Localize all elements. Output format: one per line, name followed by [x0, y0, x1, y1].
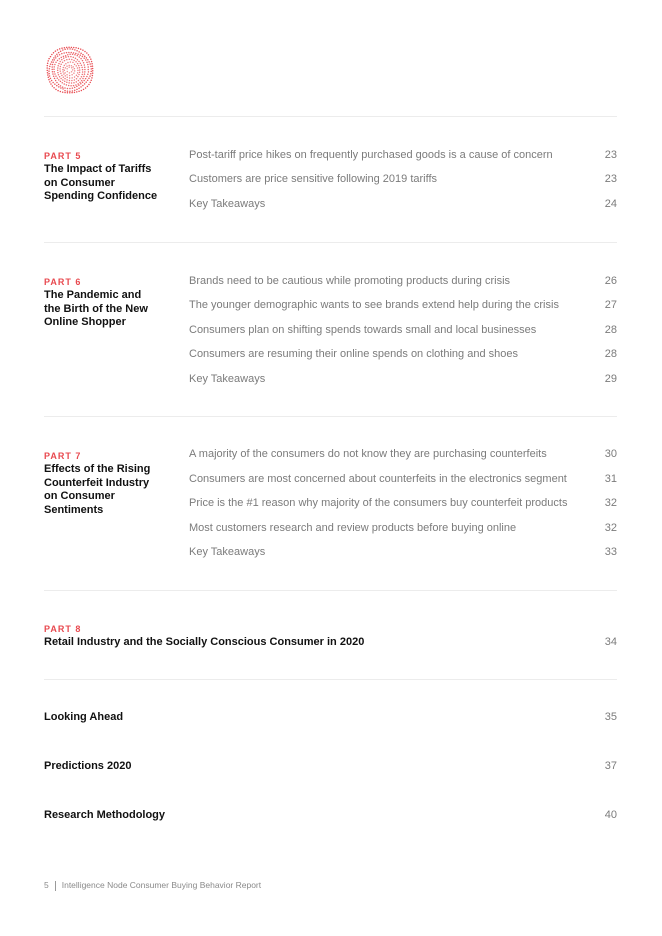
toc-entry[interactable] — [189, 196, 617, 212]
dotted-sphere-logo-icon — [44, 44, 96, 96]
toc-entry-page: 32 — [604, 522, 617, 534]
section-title: Looking Ahead — [44, 711, 124, 723]
part-5-label: PART 5 — [44, 151, 82, 161]
toc-entry-page: 40 — [604, 809, 617, 821]
toc-entry-text: Most customers research and review products before buying online — [189, 522, 517, 534]
footer-separator — [55, 881, 56, 891]
divider — [44, 116, 617, 117]
toc-entry-text: Consumers are resuming their online spends on clothing and shoes — [189, 348, 518, 360]
divider — [44, 590, 617, 591]
toc-entry-text: Consumers are most concerned about counterfeits in the electronics segment — [189, 473, 567, 485]
toc-entry-predictions[interactable] — [44, 758, 617, 774]
toc-entry[interactable] — [189, 171, 617, 187]
toc-entry-research-methodology[interactable] — [44, 807, 617, 823]
toc-entry[interactable] — [189, 322, 617, 338]
toc-entry-text: Post-tariff price hikes on frequently purchased goods is a cause of concern — [189, 149, 553, 161]
section-title: Predictions 2020 — [44, 760, 132, 772]
part-7-title: Effects of the Rising Counterfeit Industry on Consumer Sentiments — [44, 463, 151, 516]
toc-entry-text: A majority of the consumers do not know they are purchasing counterfeits — [189, 448, 547, 460]
toc-entry-page: 35 — [604, 711, 617, 723]
toc-entry[interactable] — [189, 544, 617, 560]
toc-entry-page: 28 — [604, 324, 617, 336]
toc-entry-page: 37 — [604, 760, 617, 772]
toc-entry[interactable] — [189, 471, 617, 487]
toc-entry-text: Brands need to be cautious while promoting products during crisis — [189, 275, 511, 287]
toc-entry-page: 33 — [604, 546, 617, 558]
toc-entry[interactable] — [189, 147, 617, 163]
section-title: Research Methodology — [44, 809, 166, 821]
toc-entry-page: 26 — [604, 275, 617, 287]
toc-entry-page: 27 — [604, 299, 617, 311]
divider — [44, 242, 617, 243]
toc-entry[interactable] — [189, 495, 617, 511]
toc-entry-page: 30 — [604, 448, 617, 460]
toc-entry-page: 31 — [604, 473, 617, 485]
toc-entry-page: 32 — [604, 497, 617, 509]
part-8-label: PART 8 — [44, 624, 82, 634]
toc-entry-text: Key Takeaways — [189, 373, 266, 385]
divider — [44, 416, 617, 417]
toc-entry[interactable] — [189, 446, 617, 462]
toc-entry[interactable] — [189, 273, 617, 289]
toc-entry[interactable] — [189, 346, 617, 362]
part-5-title: The Impact of Tariffs on Consumer Spending Confidence — [44, 163, 158, 202]
toc-entry-page: 23 — [604, 173, 617, 185]
part-6-label: PART 6 — [44, 277, 82, 287]
toc-entry[interactable] — [189, 520, 617, 536]
toc-entry-text: Customers are price sensitive following 2019 tariffs — [189, 173, 438, 185]
toc-entry-text: Price is the #1 reason why majority of the consumers buy counterfeit products — [189, 497, 568, 509]
footer-report-title: Intelligence Node Consumer Buying Behavior Report — [61, 880, 262, 890]
page-footer — [44, 880, 261, 891]
toc-entry-page: 24 — [604, 198, 617, 210]
toc-entry-text: Consumers plan on shifting spends towards small and local businesses — [189, 324, 537, 336]
part-8-title: Retail Industry and the Socially Conscious Consumer in 2020 — [44, 636, 365, 648]
toc-entry-page: 34 — [604, 636, 617, 648]
divider — [44, 679, 617, 680]
toc-entry[interactable] — [189, 371, 617, 387]
toc-entry-page: 28 — [604, 348, 617, 360]
toc-entry-page: 23 — [604, 149, 617, 161]
toc-entry-looking-ahead[interactable] — [44, 709, 617, 725]
toc-entry[interactable] — [189, 297, 617, 313]
part-7-label: PART 7 — [44, 451, 82, 461]
footer-page-number: 5 — [44, 880, 49, 890]
toc-entry-page: 29 — [604, 373, 617, 385]
toc-entry-text: The younger demographic wants to see brands extend help during the crisis — [189, 299, 559, 311]
toc-entry-part-8[interactable] — [44, 634, 617, 650]
toc-entry-text: Key Takeaways — [189, 198, 266, 210]
toc-entry-text: Key Takeaways — [189, 546, 266, 558]
part-6-title: The Pandemic and the Birth of the New Online Shopper — [44, 289, 148, 328]
